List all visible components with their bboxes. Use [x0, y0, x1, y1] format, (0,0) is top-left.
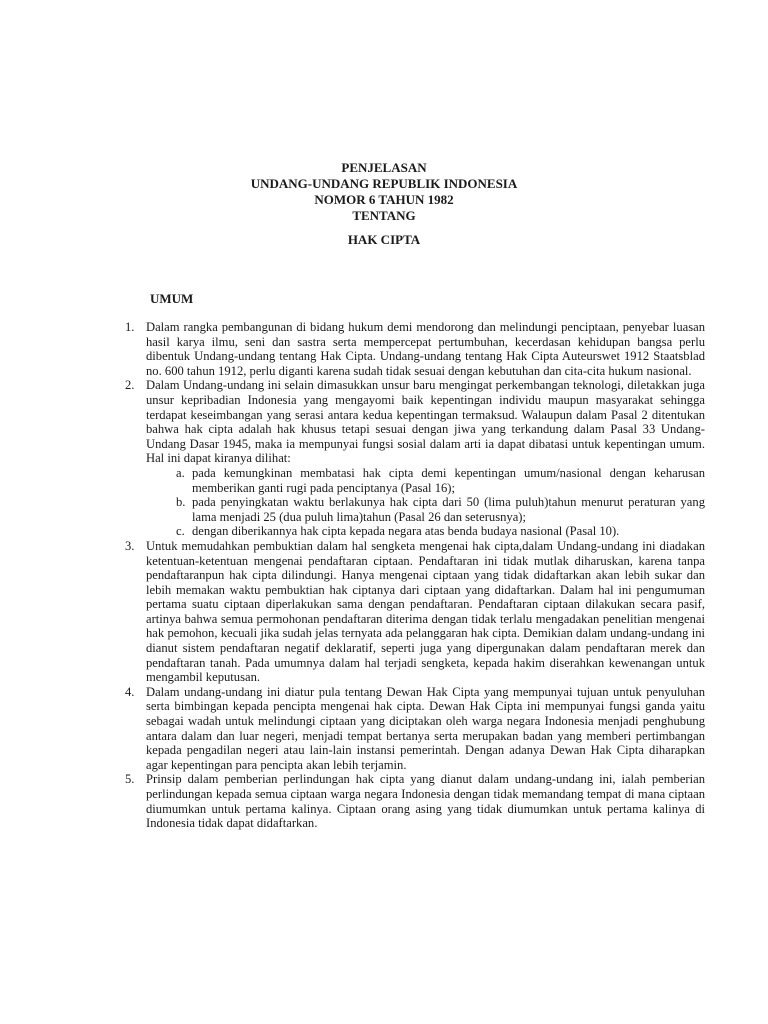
- sub-list: [146, 466, 705, 539]
- title-line-1: PENJELASAN: [341, 160, 427, 175]
- list-item-4: [125, 685, 705, 773]
- item-text: Dalam rangka pembangunan di bidang hukum demi mendorong dan melindungi penciptaan, penyebar luasan hasil karya ilmu, seni dan sastra serta mempercepat pertumbuhan, kecerdasan kehidupan bangsa perlu dibentuk Undang-undang tentang Hak Cipta. Undang-undang tentang Hak Cipta Auteurswet 1912 Staatsblad no. 600 tahun 1912, perlu diganti karena sudah tidak sesuai dengan kebutuhan dan cita-cita hukum nasional.: [146, 320, 705, 378]
- item-number: 5.: [125, 772, 135, 787]
- list-item-2: [125, 378, 705, 539]
- item-number: 1.: [125, 320, 135, 334]
- item-number: 3.: [125, 538, 135, 553]
- sub-text: pada kemungkinan membatasi hak cipta demi kepentingan umum/nasional dengan keharusan memberikan ganti rugi pada penciptanya (Pasal 16);: [192, 465, 705, 495]
- title-line-3: NOMOR 6 TAHUN 1982: [314, 192, 454, 207]
- list-item-3: [125, 539, 705, 685]
- sub-item-a: [176, 466, 705, 495]
- sub-item-b: [176, 495, 705, 524]
- sub-letter: c.: [176, 524, 185, 539]
- item-text: Dalam Undang-undang ini selain dimasukkan unsur baru mengingat perkembangan teknologi, diletakkan juga unsur kepribadian Indonesia yang mengayomi baik kepentingan individu maupun masyarakat sehingga terdapat keseimbangan yang serasi antara kedua kepentingan termaksud. Walaupun dalam Pasal 2 ditentukan bahwa hak cipta adalah hak khusus tetapi sesuai dengan jiwa yang terkandung dalam Pasal 33 Undang-Undang Dasar 1945, maka ia mempunyai fungsi sosial dalam arti ia dapat dibatasi untuk kepentingan umum. Hal ini dapat kiranya dilihat:: [146, 378, 705, 466]
- sub-text: dengan diberikannya hak cipta kepada negara atas benda budaya nasional (Pasal 10).: [192, 524, 620, 539]
- sub-letter: b.: [176, 495, 186, 510]
- section-heading: UMUM: [150, 291, 194, 306]
- list-item-5: [125, 772, 705, 830]
- title-line-4: TENTANG: [352, 208, 416, 223]
- list-item-1: [125, 320, 705, 378]
- item-text: Dalam undang-undang ini diatur pula tentang Dewan Hak Cipta yang mempunyai tujuan untuk penyuluhan serta bimbingan kepada pencipta mengenai hak cipta. Dewan Hak Cipta ini mempunyai fungsi ganda yaitu sebagai wadah untuk melindungi ciptaan yang diciptakan oleh warga negara Indonesia menjadi penghubung antara dalam dan luar negeri, menjadi tempat bertanya serta merupakan badan yang memberi pertimbangan kepada pengadilan negeri atau lain-lain instansi pemerintah. Dengan adanya Dewan Hak Cipta diharapkan agar kepentingan para pencipta akan lebih terjamin.: [146, 684, 705, 772]
- item-number: 2.: [125, 378, 135, 393]
- document-title: [0, 160, 768, 248]
- sub-letter: a.: [176, 465, 185, 480]
- item-text: Prinsip dalam pemberian perlindungan hak cipta yang dianut dalam undang-undang ini, ialah pemberian perlindungan kepada semua ciptaan warga negara Indonesia dengan tidak memandang tempat di mana ciptaan diumumkan untuk pertama kalinya. Ciptaan orang asing yang tidak diumumkan untuk pertama kalinya di Indonesia tidak dapat didaftarkan.: [146, 772, 705, 831]
- title-line-5: HAK CIPTA: [347, 232, 421, 247]
- item-text: Untuk memudahkan pembuktian dalam hal sengketa mengenai hak cipta,dalam Undang-undang ini diadakan ketentuan-ketentuan mengenai pendaftaran ciptaan. Pendaftaran ini tidak mutlak diharuskan, karena tanpa pendaftaranpun hak cipta dilindungi. Hanya mengenai ciptaan yang tidak didaftarkan akan lebih sukar dan lebih memakan waktu pembuktian hak ciptanya dari ciptaan yang didaftarkan. Dalam hal ini pengumuman pertama suatu ciptaan diperlakukan sama dengan pendaftaran. Pendaftaran ciptaan dilakukan secara pasif, artinya bahwa semua permohonan pendaftaran diterima dengan tidak terlalu mengadakan penelitian mengenai hak pemohon, kecuali jika sudah jelas ternyata ada pelanggaran hak cipta. Demikian dalam undang-undang ini dianut sistem pendaftaran negatif deklaratif, seperti juga yang dipergunakan dalam pendaftaran merek dan pendaftaran tanah. Pada umumnya dalam hal terjadi sengketa, kepada hakim diserahkan kewenangan untuk mengambil keputusan.: [146, 538, 705, 685]
- numbered-list: [125, 320, 705, 831]
- sub-text: pada penyingkatan waktu berlakunya hak cipta dari 50 (lima puluh)tahun menurut peraturan yang lama menjadi 25 (dua puluh lima)tahun (Pasal 26 dan seterusnya);: [192, 495, 705, 524]
- title-line-2: UNDANG-UNDANG REPUBLIK INDONESIA: [250, 176, 518, 191]
- item-number: 4.: [125, 684, 135, 699]
- sub-item-c: [176, 524, 705, 539]
